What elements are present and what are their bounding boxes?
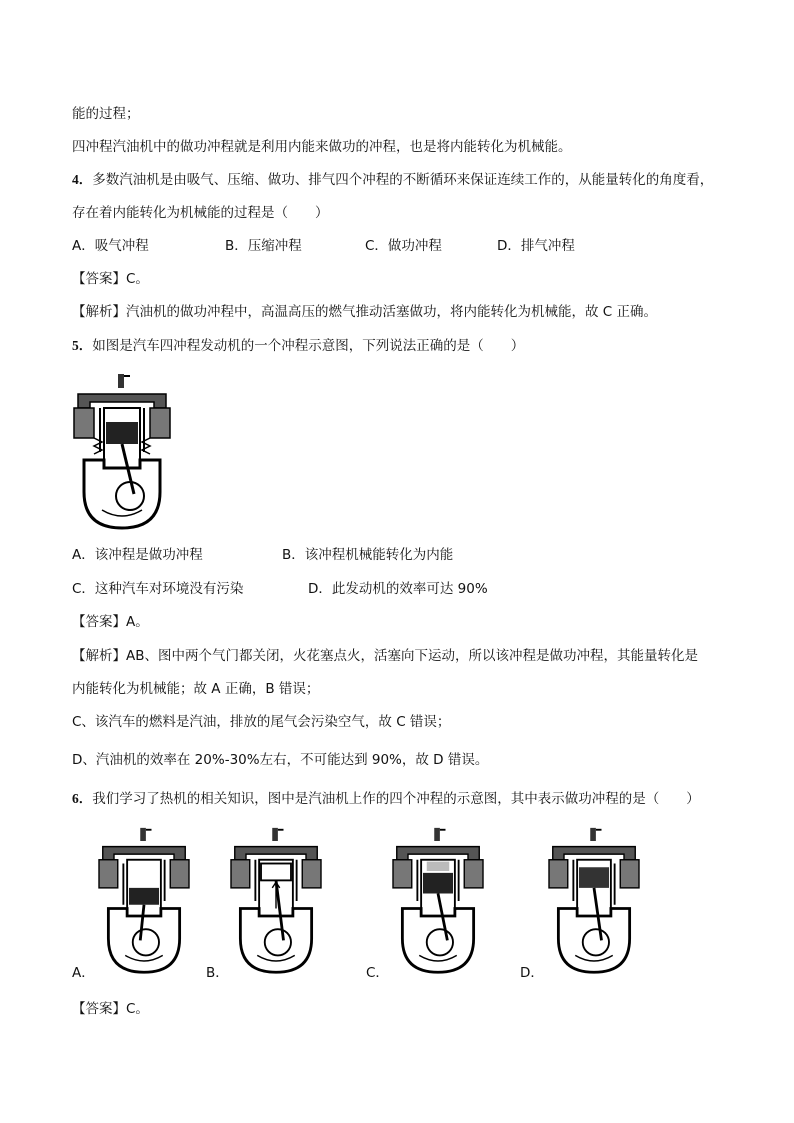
question-5-stem <box>72 336 524 356</box>
option-b: B．该冲程机械能转化为内能 <box>282 547 454 563</box>
engine-diagram-a <box>96 826 192 976</box>
analysis: 【解析】AB、图中两个气门都关闭，火花塞点火，活塞向下运动，所以该冲程是做功冲程，其能量转化是 <box>72 648 698 664</box>
piston <box>106 422 138 444</box>
question-number: 6． <box>72 791 93 806</box>
question-text: 我们学习了热机的相关知识，图中是汽油机上作的四个冲程的示意图，其中表示做功冲程的是（ ） <box>92 791 700 807</box>
analysis: 内能转化为机械能；故 A 正确，B 错误； <box>72 681 320 697</box>
option-c: C． <box>366 965 389 981</box>
engine-diagram <box>72 372 172 532</box>
analysis: C、该汽车的燃料是汽油，排放的尾气会污染空气，故 C 错误； <box>72 714 451 730</box>
option-c: C．这种汽车对环境没有污染 <box>72 581 244 597</box>
option-a: A． <box>72 965 95 981</box>
question-number: 4． <box>72 172 93 187</box>
option-a: A．吸气冲程 <box>72 238 149 254</box>
question-4-stem <box>72 170 713 190</box>
spark-plug-icon <box>118 374 124 388</box>
analysis: 【解析】汽油机的做功冲程中，高温高压的燃气推动活塞做功，将内能转化为机械能，故 C 正确。 <box>72 304 658 320</box>
option-d: D． <box>520 965 544 981</box>
question-number: 5． <box>72 338 93 353</box>
option-d: D．此发动机的效率可达 90% <box>308 581 488 597</box>
option-b: B． <box>206 965 229 981</box>
question-4-stem-cont: 存在着内能转化为机械能的过程是（ ） <box>72 205 329 221</box>
engine-diagram-d <box>546 826 642 976</box>
answer: 【答案】A。 <box>72 614 149 630</box>
option-b: B．压缩冲程 <box>225 238 302 254</box>
question-text: 如图是汽车四冲程发动机的一个冲程示意图，下列说法正确的是（ ） <box>92 338 525 354</box>
engine-diagram-c <box>390 826 486 976</box>
question-6-stem <box>72 789 700 809</box>
option-c: C．做功冲程 <box>365 238 442 254</box>
analysis: D、汽油机的效率在 20%-30%左右，不可能达到 90%，故 D 错误。 <box>72 752 489 768</box>
text-line: 能的过程； <box>72 106 140 122</box>
text-line: 四冲程汽油机中的做功冲程就是利用内能来做功的冲程，也是将内能转化为机械能。 <box>72 139 572 155</box>
option-a: A．该冲程是做功冲程 <box>72 547 203 563</box>
answer: 【答案】C。 <box>72 1001 149 1017</box>
engine-diagram-b <box>228 826 324 976</box>
answer: 【答案】C。 <box>72 271 149 287</box>
question-text: 多数汽油机是由吸气、压缩、做功、排气四个冲程的不断循环来保证连续工作的，从能量转化的角度看， <box>92 172 714 188</box>
option-d: D．排气冲程 <box>497 238 575 254</box>
crankshaft <box>116 482 144 510</box>
